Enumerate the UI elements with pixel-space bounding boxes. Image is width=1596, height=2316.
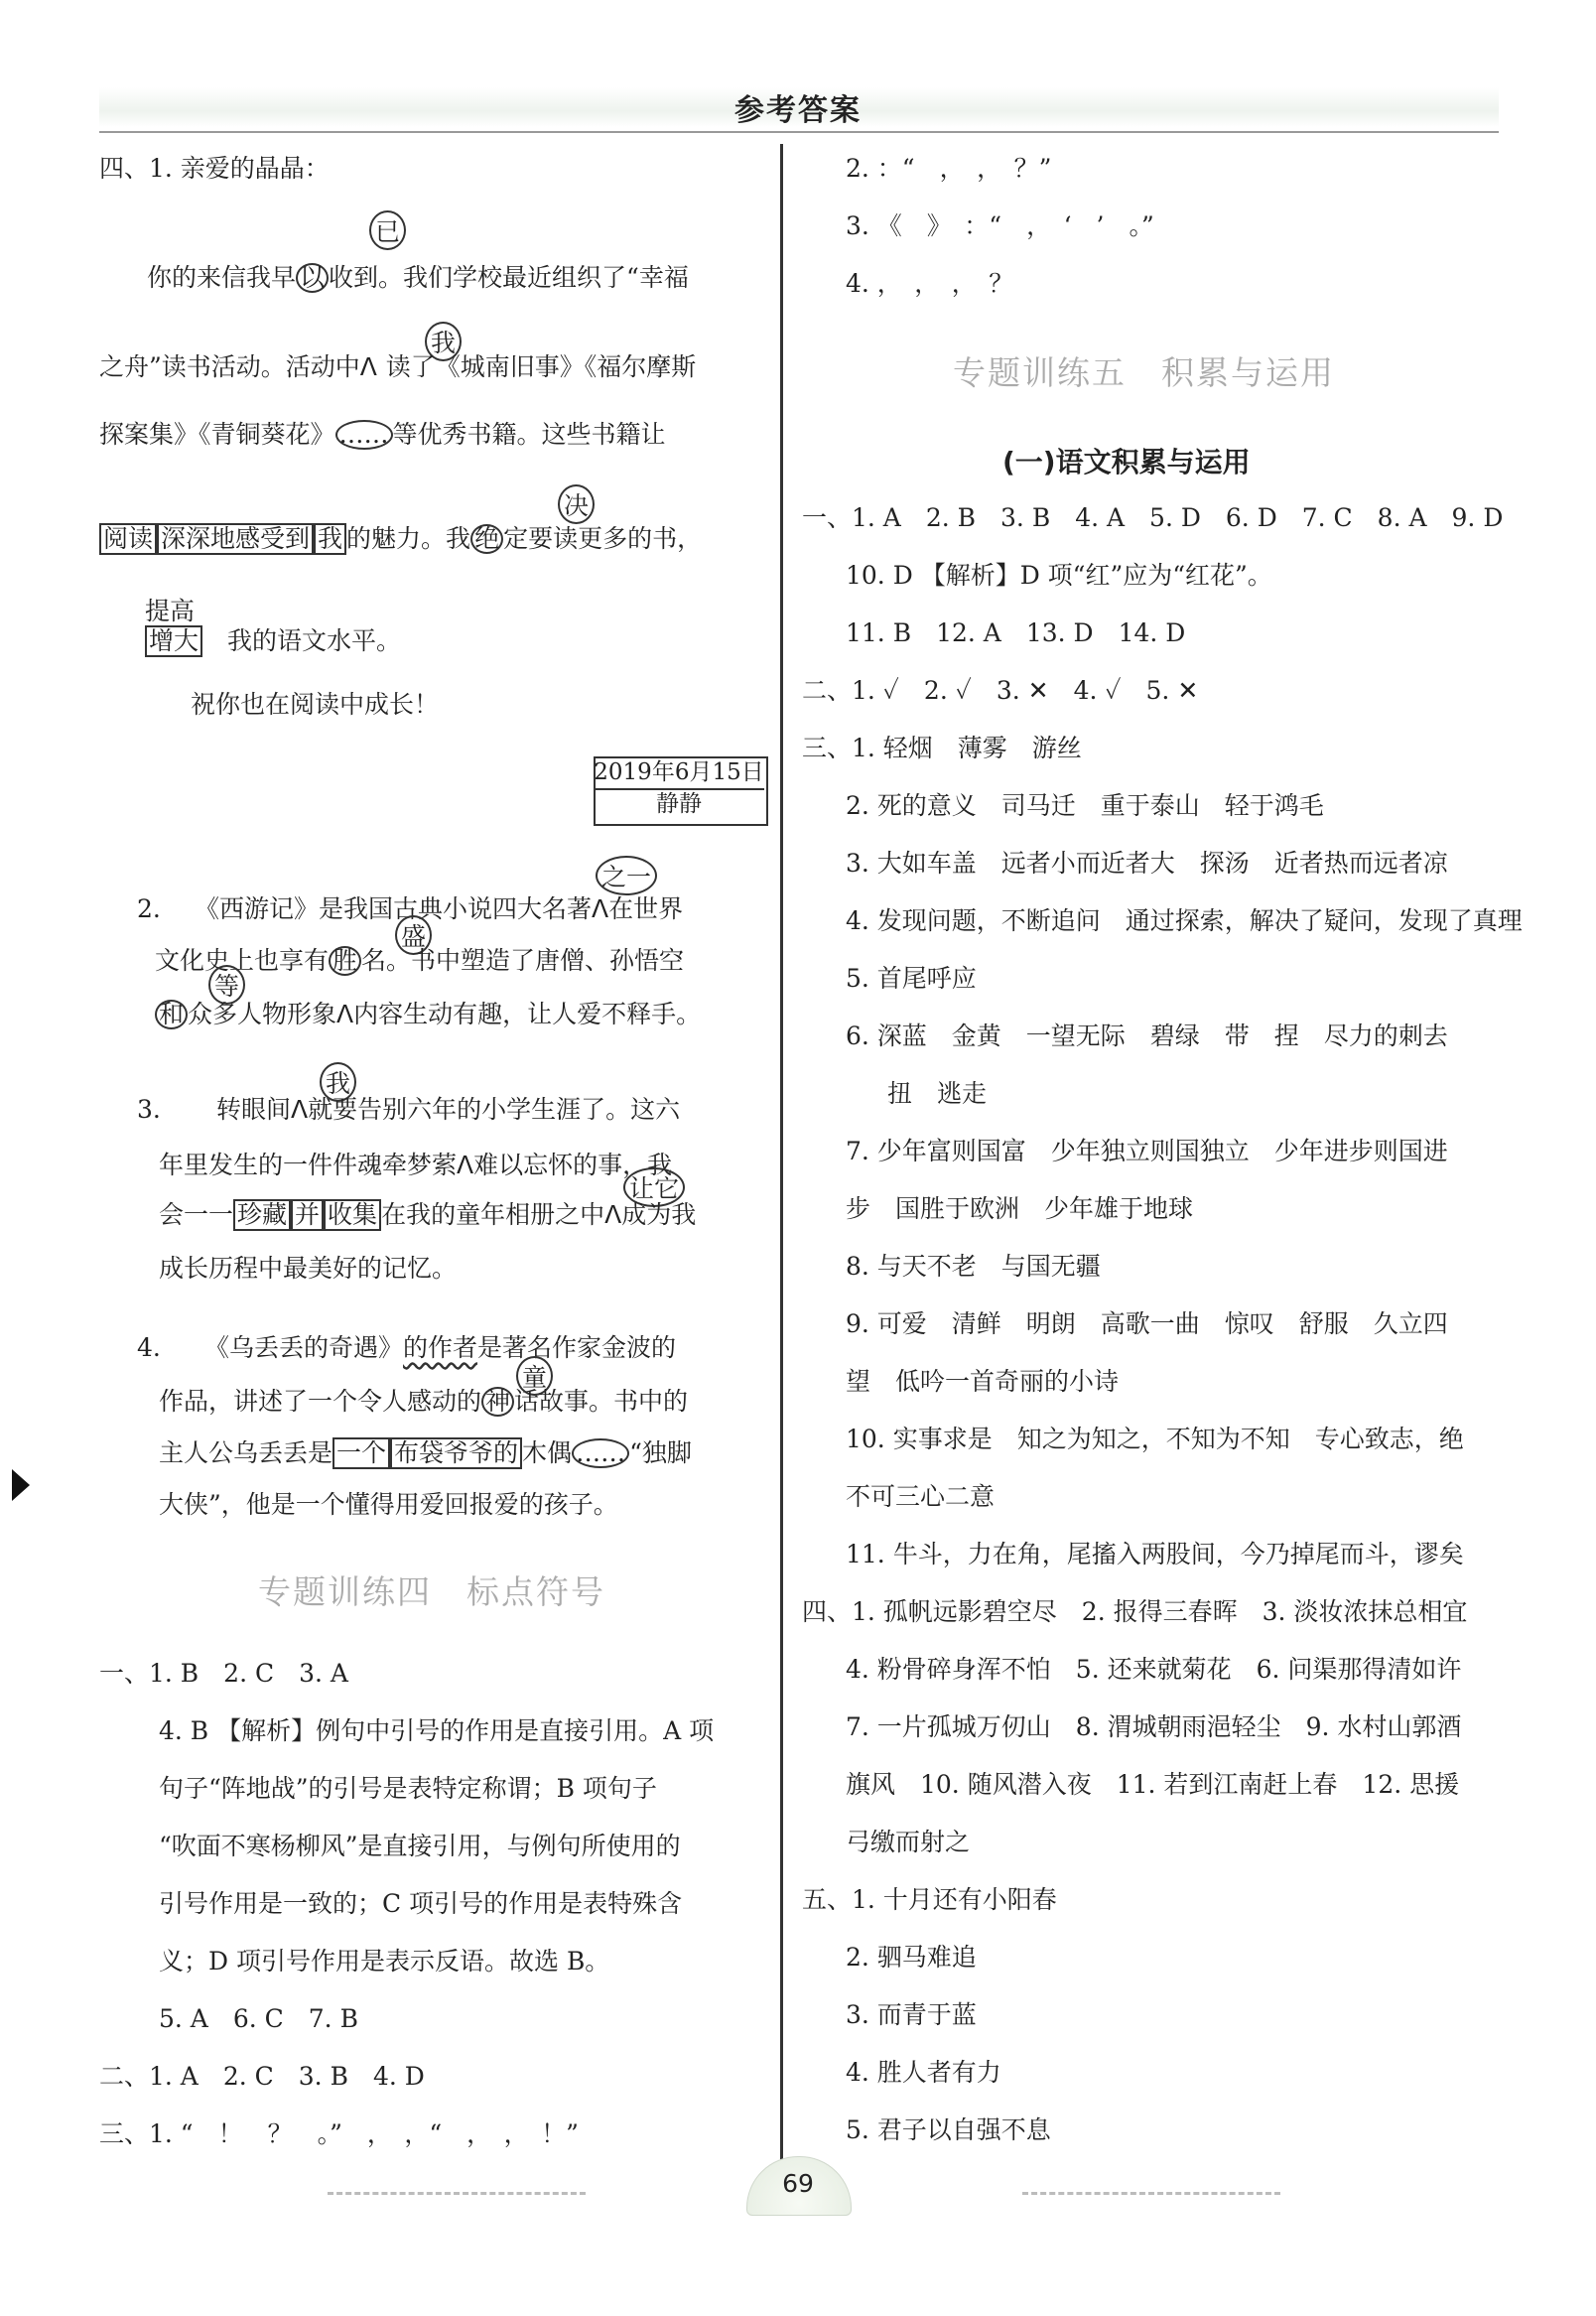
s5-line: 7. 一片孤城万仞山 8. 渭城朝雨浥轻尘 9. 水村山郭酒 [846,1712,1462,1741]
s5-line: 4. 胜人者有力 [846,2058,1001,2087]
s4-line: 引号作用是一致的；C 项引号的作用是表特殊含 [159,1889,683,1918]
q4-1-para5 [145,623,401,659]
insert-mark: 盛 [395,915,432,955]
s5-line: 一、1. A 2. B 3. B 4. A 5. D 6. D 7. C 8. A 9. D [802,503,1504,532]
s5-line: 三、1. 轻烟 薄雾 游丝 [802,734,1082,762]
text-segment: 读了《城南旧事》《福尔摩斯 [385,352,697,381]
q4-3-line4: 成长历程中最美好的记忆。 [159,1254,458,1283]
s4-line: 义；D 项引号作用是表示反语。故选 B。 [159,1947,610,1975]
q4-3-num: 3. [137,1095,161,1124]
circled-char: 绝 [470,524,503,554]
s5-line: 二、1. ✓ 2. ✓ 3. ✕ 4. ✓ 5. ✕ [802,676,1199,705]
q4-1-para1 [147,260,689,296]
boxed-word: 阅读 [99,523,157,555]
text-segment: 定要读更多的书， [503,524,703,553]
boxed-word: 并 [291,1199,324,1231]
text-segment: 名。书中塑造了唐僧、孙悟空 [361,946,685,975]
insert-mark: 让它 [623,1167,685,1207]
text-segment: 在世界 [608,894,684,923]
circled-char: 和 [155,1000,188,1029]
s4-line: 句子“阵地战”的引号是表特定称谓；B 项句子 [159,1774,657,1803]
text-segment: 我的语文水平。 [227,626,402,655]
page-title: 参考答案 [734,93,862,128]
insert-mark: 童 [516,1356,553,1396]
text-segment: 文化史上也享有 [155,946,330,975]
section-title-5: 专题训练五 积累与运用 [953,353,1335,392]
q4-2-num: 2. [137,894,161,923]
text-segment: 就要告别六年的小学生涯了。这六 [308,1095,681,1124]
text-segment: 作品，讲述了一个令人感动的 [159,1387,482,1416]
text-segment: 《西游记》是我国古典小说四大名著 [195,894,593,923]
text-segment: 的魅力。我 [346,524,471,553]
s5-line: 5. 首尾呼应 [846,964,977,993]
s5-line: 4. 粉骨碎身浑不怕 5. 还来就菊花 6. 问渠那得清如许 [846,1655,1462,1684]
q4-1-label: 四、1. 亲爱的晶晶： [99,154,330,183]
s5-line: 旗风 10. 随风潜入夜 11. 若到江南赶上春 12. 思援 [846,1770,1460,1799]
circled-ellipsis: …… [335,420,393,450]
caret-mark: ᐱ [359,352,377,381]
s5-line: 2. 驷马难追 [846,1943,977,1972]
insert-mark: 决 [558,484,595,524]
s5-line: 步 国胜于欧洲 少年雄于地球 [846,1194,1194,1223]
s5-line: 3. 而青于蓝 [846,2000,977,2029]
insert-mark: 我 [320,1062,356,1102]
boxed-word: 珍藏 [233,1199,291,1231]
s5-line: 扭 逃走 [887,1079,988,1108]
text-segment: 内容生动有趣，让人爱不释手。 [353,1000,702,1028]
text-segment: 木偶 [522,1438,573,1467]
q4-4-line1 [204,1330,676,1366]
subsection-title: (一)语文积累与运用 [1002,446,1251,478]
s4-right-line: 4. ， ， ， ？ [846,269,1014,298]
q4-4-line2 [159,1384,688,1420]
text-segment: “独脚 [629,1438,692,1467]
s5-line: 弓缴而射之 [846,1828,971,1856]
text-segment: 主人公乌丢丢是 [159,1438,333,1467]
text-segment: 探案集》《青铜葵花》 [99,420,335,449]
insert-mark: 已 [369,210,406,250]
text-segment: 《乌丢丢的奇遇》 [204,1333,404,1362]
column-divider [780,144,783,2184]
q4-4-num: 4. [137,1333,161,1362]
s4-right-line: 2. ：“ ， ， ？” [846,154,1052,183]
s5-line: 6. 深蓝 金黄 一望无际 碧绿 带 捏 尽力的刺去 [846,1022,1448,1050]
circled-char: 胜 [329,946,361,976]
s5-line: 4. 发现问题，不断追问 通过探索，解决了疑问，发现了真理 [846,906,1523,935]
s5-line: 11. 牛斗，力在角，尾搐入两股间，今乃掉尾而斗，谬矣 [846,1540,1464,1568]
q4-3-line2: 年里发生的一件件魂牵梦萦ᐱ难以忘怀的事，我 [159,1151,673,1179]
text-segment: 之舟”读书活动。活动中 [99,352,360,381]
s5-line: 7. 少年富则国富 少年独立则国独立 少年进步则国进 [846,1137,1448,1165]
boxed-word: 布袋爷爷的 [390,1437,522,1469]
text-segment: 难以忘怀的事，我 [473,1151,673,1179]
s4-line: 一、1. B 2. C 3. A [99,1659,348,1688]
letter-signature: 静静 [656,791,702,817]
text-segment: 收到。我们学校最近组织了“幸福 [329,263,689,292]
s5-line: 望 低吟一首奇丽的小诗 [846,1367,1120,1396]
letter-date: 2019年6月15日 [594,759,764,785]
circled-char: 以 [296,263,329,293]
boxed-word: 收集 [324,1199,381,1231]
text-segment: 成为我 [621,1200,697,1229]
text-segment: 众多人物形象 [188,1000,337,1028]
circled-char: 神 [481,1387,514,1417]
circled-ellipsis: …… [572,1438,629,1468]
q4-3-line3: 会一一 珍藏 并 收集 在我的童年相册之中ᐱ成为我 [159,1200,697,1229]
section-title-4: 专题训练四 标点符号 [258,1572,605,1611]
s4-line: 三、1. “ ！ ？ 。” ， ，“ ， ， ！” [99,2119,579,2148]
insert-mark: 之一 [596,856,657,895]
s4-line: 4. B 【解析】例句中引号的作用是直接引用。A 项 [159,1716,715,1745]
q4-2-line3: 和 众多人物形象ᐱ内容生动有趣，让人爱不释手。 [155,997,701,1032]
boxed-word: 深深地感受到 [157,523,314,555]
s4-line: 5. A 6. C 7. B [159,2004,358,2033]
page-number: 69 [782,2169,814,2198]
q4-1-para3 [99,417,666,453]
s5-line: 五、1. 十月还有小阳春 [802,1885,1057,1914]
text-segment: 年里发生的一件件魂牵梦萦 [159,1151,458,1179]
q4-1-para4 [99,521,702,557]
boxed-word: 我 [314,523,346,555]
s4-line: 二、1. A 2. C 3. B 4. D [99,2062,425,2091]
text-segment: 转眼间 [216,1095,292,1124]
text-segment: 在我的童年相册之中 [381,1200,605,1229]
q4-4-line3 [159,1435,692,1471]
s5-line: 10. 实事求是 知之为知之，不知为不知 专心致志，绝 [846,1425,1464,1453]
insert-mark: 提高 [145,597,196,625]
page-edge-marker-icon [12,1469,30,1501]
insert-mark: 我 [425,322,462,361]
q4-4-line4: 大侠”，他是一个懂得用爱回报爱的孩子。 [159,1490,618,1519]
s5-line: 11. B 12. A 13. D 14. D [846,618,1186,647]
text-segment: 你的来信我早 [147,263,297,292]
text-segment: 等优秀书籍。这些书籍让 [392,420,666,449]
insert-mark: 等 [208,965,245,1005]
q4-1-closing: 祝你也在阅读中成长！ [191,690,440,719]
boxed-word: 增大 [145,625,202,657]
q4-3-line1: 转眼间ᐱ就要告别六年的小学生涯了。这六 [216,1095,681,1124]
header-rule [99,131,1499,133]
s5-line: 四、1. 孤帆远影碧空尽 2. 报得三春晖 3. 淡妆浓抹总相宜 [802,1597,1468,1626]
text-segment: 话故事。书中的 [514,1387,689,1416]
s5-line: 5. 君子以自强不息 [846,2115,1051,2144]
s5-line: 不可三心二意 [846,1482,996,1511]
text-segment: 是著名作家金波的 [477,1333,677,1362]
s5-line: 2. 死的意义 司马迁 重于泰山 轻于鸿毛 [846,791,1324,820]
s4-right-line: 3. 《 》 ：“ ， ‘ ’ 。” [846,211,1154,240]
deletion-mark: 的作者 [403,1333,478,1362]
s4-line: “吹面不寒杨柳风”是直接引用，与例句所使用的 [159,1832,681,1860]
text-segment: 会一一 [159,1200,234,1229]
s5-line: 10. D 【解析】D 项“红”应为“红花”。 [846,561,1272,590]
q4-1-para2 [99,349,696,385]
s5-line: 8. 与天不老 与国无疆 [846,1252,1101,1281]
boxed-word: 一个 [332,1437,390,1469]
s5-line: 9. 可爱 清鲜 明朗 高歌一曲 惊叹 舒服 久立四 [846,1309,1448,1338]
s5-line: 3. 大如车盖 远者小而近者大 探汤 近者热而远者凉 [846,849,1448,878]
q4-2-line1: 《西游记》是我国古典小说四大名著ᐱ在世界 [195,894,684,923]
